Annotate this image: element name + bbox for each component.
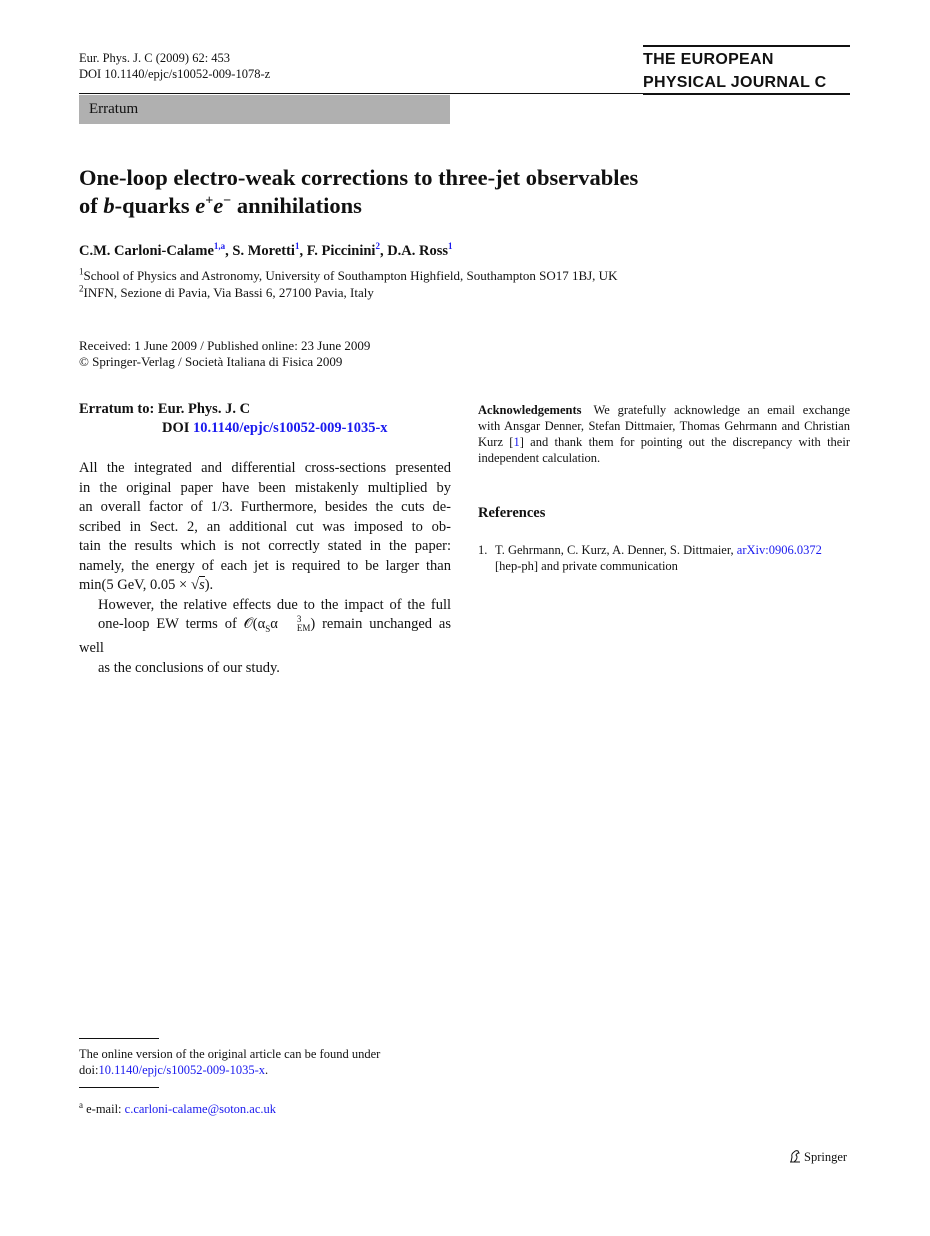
title-line1: One-loop electro-weak corrections to three-jet observables xyxy=(79,165,639,190)
arxiv-link[interactable]: arXiv:0906.0372 xyxy=(736,543,822,557)
footnote-rule xyxy=(79,1038,159,1039)
original-article-link[interactable]: 10.1140/epjc/s10052-009-1035-x xyxy=(98,1063,265,1077)
author-affil-link[interactable]: 1 xyxy=(448,241,453,252)
copyright-line: © Springer-Verlag / Società Italiana di Fisica 2009 xyxy=(79,354,343,369)
affiliation-1: $^1$School of Physics and Astronomy, University of Southampton Highfield, Southampton SO17 1BJ, UK xyxy=(79,266,618,283)
erratum-to-doi: DOI 10.1140/epjc/s10052-009-1035-x xyxy=(162,420,388,436)
author-name: F. Piccinini xyxy=(306,243,376,259)
article-doi: DOI 10.1140/epjc/s10052-009-1078-z xyxy=(79,67,271,81)
paper-title xyxy=(79,164,779,220)
journal-name-line2: PHYSICAL JOURNAL C xyxy=(643,74,827,91)
title-line2: of b-quarks e+e− annihilations xyxy=(79,193,362,218)
header-rule xyxy=(79,93,643,94)
author-name: S. Moretti xyxy=(232,243,295,259)
author-affil-link[interactable]: 2 xyxy=(375,241,380,252)
reference-text: T. Gehrmann, C. Kurz, A. Denner, S. Dittmaier, arXiv:0906.0372 [hep-ph] and private communication xyxy=(495,543,822,573)
email-footnote: $^a$ e-mail: c.carloni-calame@soton.ac.uk xyxy=(79,1099,277,1116)
publisher-logo xyxy=(789,1149,847,1165)
citation-link[interactable]: 1 xyxy=(513,435,520,449)
journal-citation: Eur. Phys. J. C (2009) 62: 453 xyxy=(79,51,231,65)
received-date: Received: 1 June 2009 / Published online: 23 June 2009 xyxy=(79,338,371,353)
body-text xyxy=(79,459,451,678)
erratum-to-heading: Erratum to: Eur. Phys. J. C xyxy=(79,401,251,417)
references-heading: References xyxy=(478,505,546,521)
author-name: D.A. Ross xyxy=(387,243,449,259)
affiliation-2: $^2$INFN, Sezione di Pavia, Via Bassi 6, 27100 Pavia, Italy xyxy=(79,283,374,300)
author-list: C.M. Carloni-Calame$^{1,a}$, S. Moretti$^1$, F. Piccinini$^2$, D.A. Ross$^1$ xyxy=(79,241,453,259)
author-affil-link[interactable]: 1,a xyxy=(213,241,226,252)
body-paragraph-2: However, the relative effects due to the impact of the full one-loop EW terms of $𝒪(\alpha_S\alpha$ 3 EM ) remain unchanged as well as the conclusions of our study. xyxy=(79,596,451,676)
publication-dates xyxy=(79,338,370,370)
acknowledgements-label: Acknowledgements xyxy=(478,403,582,417)
online-version-note: The online version of the original article can be found under doi:10.1140/epjc/s10052-009-1035-x. xyxy=(79,1047,381,1077)
acknowledgements: Acknowledgements We gratefully acknowledge an email exchange with Ansgar Denner, Stefan Dittmaier, Thomas Gehrmann and Christian Kurz [1] and thank them for pointing out the discrepancy with their independent calculation. xyxy=(478,403,850,465)
article-type-label: Erratum xyxy=(89,101,139,117)
original-doi-link[interactable]: 10.1140/epjc/s10052-009-1035-x xyxy=(193,420,388,436)
footnote-rule xyxy=(79,1087,159,1088)
body-paragraph-1: All the integrated and differential cross-sections presented in the original paper have been mistakenly multiplied by an overall factor of 1/3. Furthermore, besides the cuts de- scribed in Sect. 2, an additional cut was imposed to ob- tain the results which is not correctly stated in the paper: namely, the energy of each jet is required to be larger than min(5 GeV, 0.05 × √s). xyxy=(79,460,451,593)
journal-rule-top xyxy=(643,45,850,47)
journal-rule-bottom xyxy=(643,93,850,95)
article-type-banner xyxy=(79,95,450,124)
springer-horse-icon xyxy=(789,1149,801,1163)
reference-number: 1. xyxy=(478,543,488,557)
journal-name-line1: THE EUROPEAN xyxy=(643,51,774,68)
author-email-link[interactable]: c.carloni-calame@soton.ac.uk xyxy=(124,1102,277,1116)
author-name: C.M. Carloni-Calame xyxy=(79,243,214,259)
publisher-name: Springer xyxy=(804,1150,848,1164)
journal-name xyxy=(643,48,850,94)
author-affil-link[interactable]: 1 xyxy=(294,241,300,252)
